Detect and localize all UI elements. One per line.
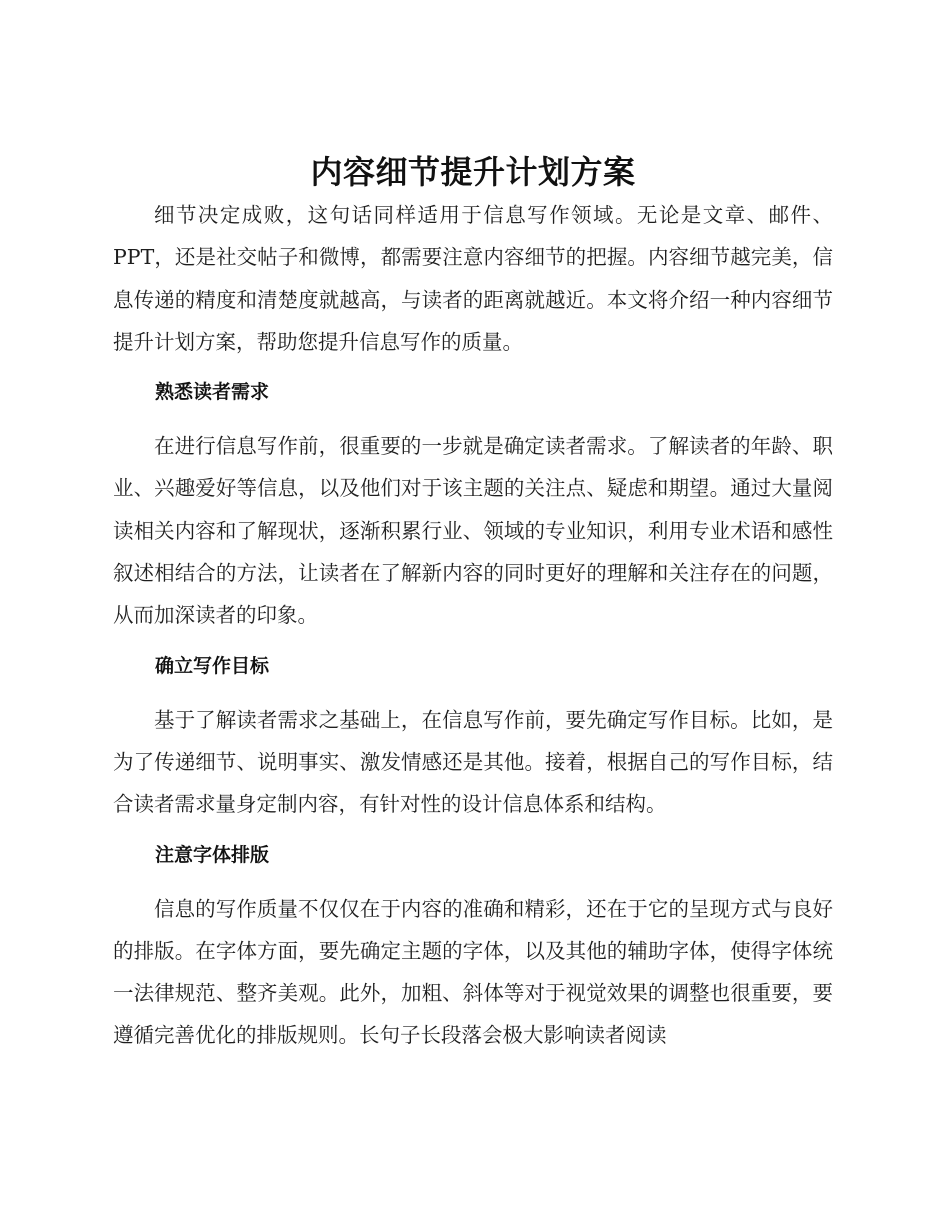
section-heading-reader-needs: 熟悉读者需求 xyxy=(155,381,270,404)
document-title: 内容细节提升计划方案 xyxy=(310,153,636,191)
section-body-reader-needs: 在进行信息写作前，很重要的一步就是确定读者需求。了解读者的年龄、职业、兴趣爱好等信息，以及他们对于该主题的关注点、疑虑和期望。通过大量阅读相关内容和了解现状，逐渐积累行业、领域的专业知识，利用专业术语和感性叙述相结合的方法，让读者在了解新内容的同时更好的理解和关注存在的问题，从而加深读者的印象。 xyxy=(113,434,833,628)
section-body-typography: 信息的写作质量不仅仅在于内容的准确和精彩，还在于它的呈现方式与良好的排版。在字体方面，要先确定主题的字体，以及其他的辅助字体，使得字体统一法律规范、整齐美观。此外，加粗、斜体等对于视觉效果的调整也很重要，要遵循完善优化的排版规则。长句子长段落会极大影响读者阅读 xyxy=(113,896,833,1048)
section-heading-typography: 注意字体排版 xyxy=(155,843,270,866)
intro-paragraph: 细节决定成败，这句话同样适用于信息写作领域。无论是文章、邮件、PPT，还是社交帖子和微博，都需要注意内容细节的把握。内容细节越完美，信息传递的精度和清楚度就越高，与读者的距离就越近。本文将介绍一种内容细节提升计划方案，帮助您提升信息写作的质量。 xyxy=(113,203,833,354)
section-heading-writing-goal: 确立写作目标 xyxy=(155,654,270,677)
document-content xyxy=(113,150,833,1057)
section-body-writing-goal: 基于了解读者需求之基础上，在信息写作前，要先确定写作目标。比如，是为了传递细节、说明事实、激发情感还是其他。接着，根据自己的写作目标，结合读者需求量身定制内容，有针对性的设计信息体系和结构。 xyxy=(113,707,833,817)
